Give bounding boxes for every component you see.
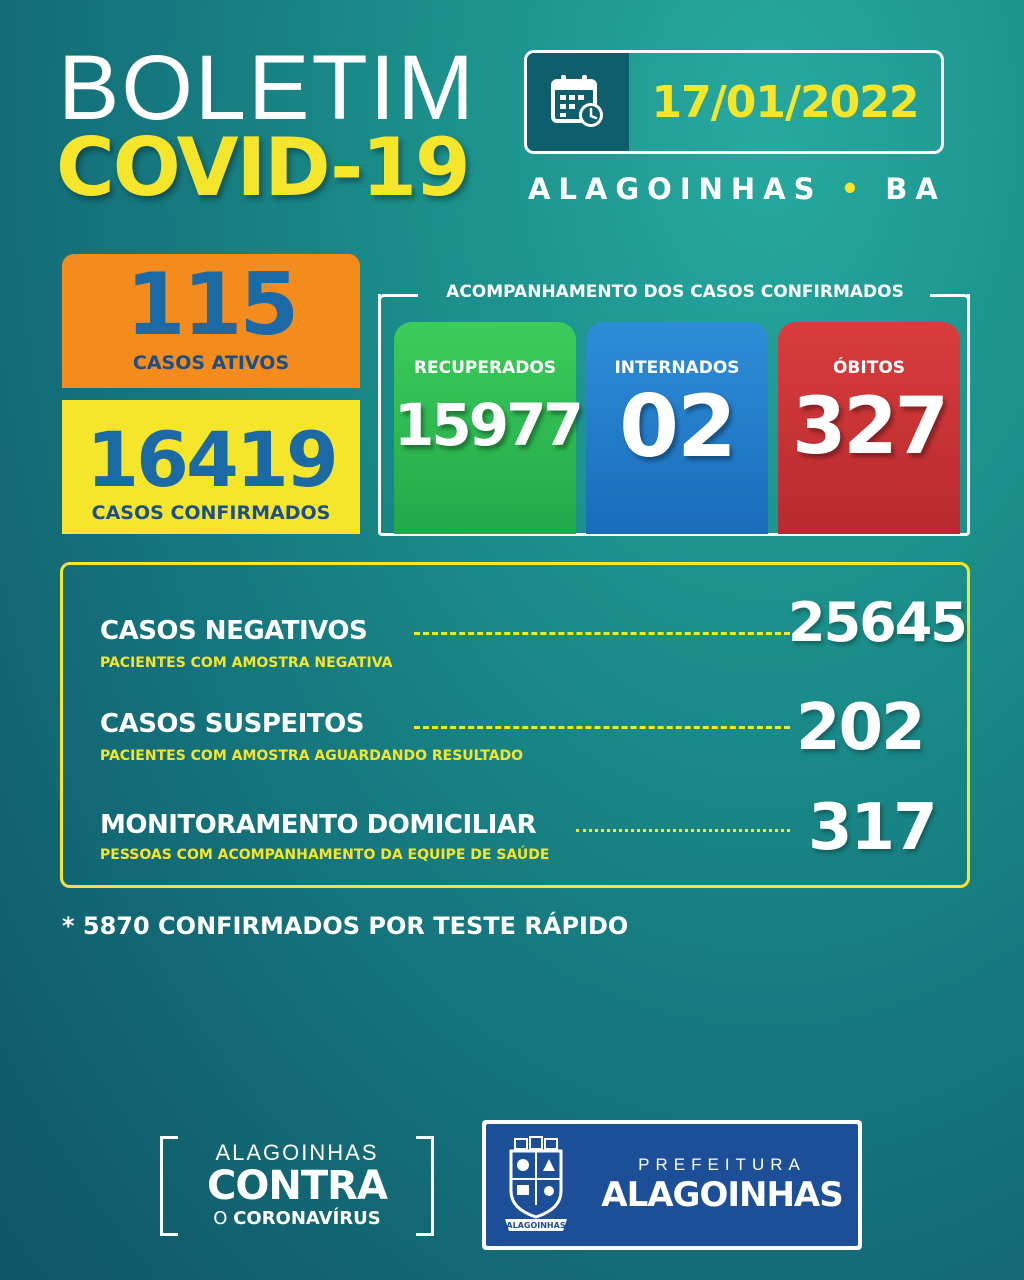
recovered-value: 15977 xyxy=(394,391,581,459)
city-crest-icon xyxy=(486,1124,586,1246)
home-monitoring-title: MONITORAMENTO DOMICILIAR xyxy=(100,810,537,840)
hospitalized-card xyxy=(586,322,768,534)
recovered-label: RECUPERADOS xyxy=(413,358,557,378)
recovered-card xyxy=(394,322,581,534)
date-box xyxy=(524,50,944,154)
title-covid: COVID-19 xyxy=(56,121,469,214)
crest-banner-text: ALAGOINHAS xyxy=(506,1221,566,1230)
tracking-title: ACOMPANHAMENTO DOS CASOS CONFIRMADOS xyxy=(446,282,904,302)
campaign-logo xyxy=(160,1136,434,1236)
home-monitoring-value: 317 xyxy=(808,791,936,865)
prefeitura-big-text: ALAGOINHAS xyxy=(601,1175,843,1215)
active-cases-label: CASOS ATIVOS xyxy=(132,352,290,374)
confirmed-cases-box xyxy=(62,400,360,534)
suspect-cases-value: 202 xyxy=(796,691,924,765)
prefeitura-small-text: PREFEITURA xyxy=(638,1155,806,1174)
suspect-cases-title: CASOS SUSPEITOS xyxy=(100,709,364,739)
negative-cases-title: CASOS NEGATIVOS xyxy=(100,616,368,646)
confirmed-cases-label: CASOS CONFIRMADOS xyxy=(91,502,331,524)
home-monitoring-subtitle: PESSOAS COM ACOMPANHAMENTO DA EQUIPE DE SAÚDE xyxy=(100,847,550,863)
report-date: 17/01/2022 xyxy=(651,76,919,128)
active-cases-value: 115 xyxy=(125,255,297,355)
prefeitura-text xyxy=(586,1155,858,1215)
state-name: BA xyxy=(885,172,946,206)
deaths-value: 327 xyxy=(792,382,946,472)
separator-dot: • xyxy=(840,172,868,206)
rapid-test-footnote: * 5870 CONFIRMADOS POR TESTE RÁPIDO xyxy=(62,912,629,940)
confirmed-cases-value: 16419 xyxy=(86,415,336,504)
title-boletim: BOLETIM xyxy=(58,37,476,139)
deaths-label: ÓBITOS xyxy=(832,358,906,378)
suspect-cases-subtitle: PACIENTES COM AMOSTRA AGUARDANDO RESULTADO xyxy=(100,748,524,764)
negative-cases-subtitle: PACIENTES COM AMOSTRA NEGATIVA xyxy=(100,655,393,671)
panel-corner-right xyxy=(930,294,970,308)
campaign-main-text: CONTRA xyxy=(207,1163,387,1209)
negative-cases-value: 25645 xyxy=(788,591,966,654)
campaign-prefix: O xyxy=(213,1208,228,1229)
calendar-clock-icon xyxy=(527,53,629,151)
deaths-card xyxy=(778,322,960,534)
prefeitura-logo-inner xyxy=(486,1124,858,1246)
campaign-bottom-text xyxy=(160,1208,434,1229)
dotted-leader xyxy=(414,632,790,635)
campaign-top-text: ALAGOINHAS xyxy=(215,1140,379,1165)
prefeitura-logo xyxy=(482,1120,862,1250)
hospitalized-label: INTERNADOS xyxy=(614,358,740,378)
active-cases-box xyxy=(62,254,360,388)
location xyxy=(528,172,948,206)
city-name: ALAGOINHAS xyxy=(528,172,823,206)
dotted-leader xyxy=(576,829,790,832)
hospitalized-value: 02 xyxy=(619,377,735,477)
dotted-leader xyxy=(414,726,790,729)
panel-corner-left xyxy=(378,294,418,308)
campaign-coronavirus: CORONAVÍRUS xyxy=(233,1208,381,1229)
